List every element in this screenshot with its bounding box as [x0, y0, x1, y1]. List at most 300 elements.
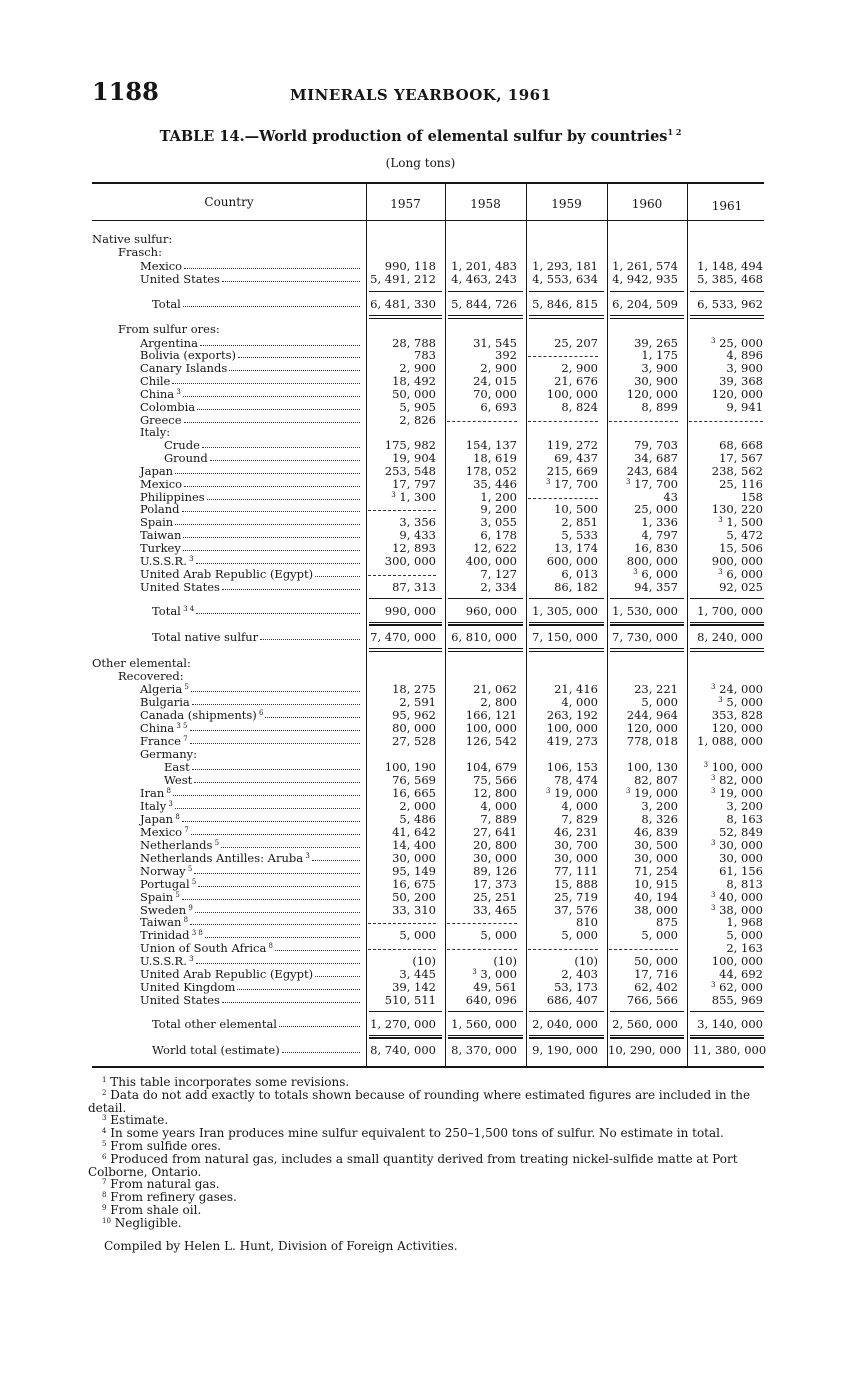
value-text: 6, 533, 962: [697, 297, 763, 311]
empty-cell-dash: [528, 498, 598, 499]
row-label-text: Mexico: [140, 477, 183, 491]
row-label-ref: 3: [186, 555, 194, 563]
row-label-text: Total native sulfur: [152, 630, 259, 644]
value-cell: [366, 1018, 436, 1031]
value-cell: [447, 994, 517, 1007]
value-ref: 3: [710, 774, 716, 782]
total-rule-above: [529, 624, 604, 625]
value-text: 9, 190, 000: [532, 1043, 598, 1057]
value-text: 30, 000: [719, 838, 763, 852]
empty-cell-dash: [528, 356, 598, 357]
total-rule-below: [610, 625, 684, 626]
value-text: 6, 178: [480, 528, 517, 542]
footnote-ref: 4: [102, 1127, 107, 1136]
value-cell: [693, 401, 763, 414]
row-label-text: Algeria: [140, 682, 183, 696]
row-label: [118, 323, 220, 336]
value-ref: 3: [710, 787, 716, 795]
row-label: [164, 774, 192, 787]
value-text: (10): [412, 954, 436, 968]
value-cell: [528, 581, 598, 594]
value-ref: 3: [545, 478, 551, 486]
value-text: 800, 000: [626, 554, 678, 568]
value-text: 39, 265: [634, 336, 678, 350]
leader-dots: [210, 460, 360, 461]
value-text: 82, 807: [634, 773, 678, 787]
value-cell: [528, 994, 598, 1007]
value-text: 38, 000: [719, 903, 763, 917]
leader-dots: [198, 886, 360, 887]
value-text: 120, 000: [711, 721, 763, 735]
value-ref: 3: [710, 683, 716, 691]
total-rule-above: [690, 291, 764, 292]
value-text: 13, 174: [554, 541, 598, 555]
value-text: 1, 261, 574: [612, 259, 678, 273]
value-cell: [528, 631, 598, 644]
footnote: [88, 1217, 768, 1230]
footnote-text: From sulfide ores.: [106, 1138, 222, 1153]
row-label-text: Norway: [140, 864, 186, 878]
row-label-ref: 3: [174, 388, 181, 396]
empty-cell-dash: [368, 923, 436, 924]
total-rule-below: [610, 1035, 684, 1036]
row-label-ref: 3: [186, 955, 194, 963]
row-label-text: Iran: [140, 786, 165, 800]
row-label-text: United States: [140, 272, 220, 286]
row-label-text: United States: [140, 993, 220, 1007]
value-text: 17, 700: [554, 477, 598, 491]
leader-dots: [182, 511, 361, 512]
row-label-text: East: [164, 760, 190, 774]
value-text: 215, 669: [546, 464, 598, 478]
empty-cell-dash: [609, 421, 678, 422]
total-rule-below: [690, 1035, 764, 1036]
col-header-1959: 1959: [551, 197, 582, 211]
total-rule-below: [690, 625, 764, 626]
value-cell: [366, 994, 436, 1007]
row-label-ref: 3 8: [189, 929, 203, 937]
value-text: 95, 149: [392, 864, 436, 878]
value-cell: [528, 401, 598, 414]
value-text: 12, 800: [473, 786, 517, 800]
value-text: 783: [414, 348, 436, 362]
total-rule-below: [369, 1038, 442, 1039]
footnote-ref: 6: [102, 1152, 107, 1161]
value-ref: 3: [710, 839, 716, 847]
page-number: 1188: [92, 77, 159, 106]
total-rule-above: [690, 1011, 764, 1012]
value-cell: [608, 631, 678, 644]
value-text: 17, 716: [634, 967, 678, 981]
value-text: 6, 810, 000: [451, 630, 517, 644]
empty-cell-dash: [528, 421, 598, 422]
total-rule-above: [529, 1011, 604, 1012]
total-rule-below: [369, 648, 442, 649]
footnote-text: Negligible.: [110, 1215, 182, 1230]
row-label-text: France: [140, 734, 181, 748]
value-cell: [366, 273, 436, 286]
leader-dots: [229, 370, 360, 371]
value-text: 76, 569: [392, 773, 436, 787]
value-cell: [693, 735, 763, 748]
value-text: 3, 140, 000: [697, 1017, 763, 1031]
value-cell: [693, 631, 763, 644]
leader-dots: [175, 808, 360, 809]
row-label-text: Union of South Africa: [140, 941, 267, 955]
leader-dots: [196, 613, 360, 614]
row-label: [140, 581, 220, 594]
total-rule-below: [529, 1038, 604, 1039]
leader-dots: [192, 769, 360, 770]
leader-dots: [183, 396, 360, 397]
leader-dots: [172, 383, 360, 384]
value-text: 11, 380, 000: [693, 1043, 767, 1057]
value-text: 68, 668: [719, 438, 763, 452]
value-text: 82, 000: [719, 773, 763, 787]
value-text: 8, 163: [726, 812, 763, 826]
value-text: 15, 888: [554, 877, 598, 891]
leader-dots: [279, 1026, 360, 1027]
row-label-text: West: [164, 773, 193, 787]
table-row: [92, 1018, 772, 1031]
row-label-ref: 7: [182, 826, 189, 834]
value-text: 3, 055: [480, 515, 517, 529]
value-ref: 3: [472, 968, 477, 976]
total-rule-below: [369, 651, 442, 652]
value-text: 8, 370, 000: [451, 1043, 517, 1057]
row-label-ref: 5: [189, 878, 197, 886]
value-cell: [366, 631, 436, 644]
footnote-ref: 8: [102, 1191, 107, 1200]
row-label-ref: 8: [164, 787, 171, 795]
row-label-ref: 3 5: [174, 722, 188, 730]
total-rule-below: [529, 648, 604, 649]
value-text: 3, 900: [641, 361, 678, 375]
leader-dots: [275, 950, 360, 951]
value-text: 766, 566: [626, 993, 678, 1007]
total-rule-above: [448, 1037, 523, 1038]
value-text: 104, 679: [465, 760, 517, 774]
total-rule-below: [529, 1035, 604, 1036]
leader-dots: [191, 834, 360, 835]
row-label-text: Total other elemental: [152, 1017, 277, 1031]
row-label-text: U.S.S.R.: [140, 954, 187, 968]
value-text: 5, 000: [726, 695, 763, 709]
value-text: 10, 500: [554, 502, 598, 516]
value-text: 20, 800: [473, 838, 517, 852]
total-rule-above: [690, 598, 764, 599]
total-rule-below: [690, 622, 764, 623]
table-title-text: TABLE 14.—World production of elemental sulfur by countries: [159, 127, 668, 145]
value-text: 49, 561: [473, 980, 517, 994]
value-text: 30, 900: [634, 374, 678, 388]
leader-dots: [202, 447, 360, 448]
value-text: 27, 528: [392, 734, 436, 748]
value-cell: [447, 1044, 517, 1057]
value-text: 16, 830: [634, 541, 678, 555]
value-text: 95, 962: [392, 708, 436, 722]
row-label-text: Total: [152, 604, 181, 618]
value-text: 5, 491, 212: [370, 272, 436, 286]
value-text: 243, 684: [626, 464, 678, 478]
value-text: 6, 204, 509: [612, 297, 678, 311]
row-label-text: Philippines: [140, 490, 205, 504]
col-header-country: Country: [204, 195, 254, 209]
value-text: 8, 813: [726, 877, 763, 891]
total-rule-below: [448, 1035, 523, 1036]
value-text: 18, 275: [392, 682, 436, 696]
value-text: 50, 200: [392, 890, 436, 904]
value-text: 70, 000: [473, 387, 517, 401]
leader-dots: [183, 550, 360, 551]
footnote: [88, 1153, 768, 1179]
running-head: MINERALS YEARBOOK, 1961: [290, 86, 552, 104]
value-cell: [366, 605, 436, 618]
value-text: 9, 433: [399, 528, 436, 542]
row-label-text: Sweden: [140, 903, 187, 917]
value-text: 1, 201, 483: [451, 259, 517, 273]
leader-dots: [195, 912, 360, 913]
value-text: 8, 740, 000: [370, 1043, 436, 1057]
table-title-refs: 1 2: [667, 127, 682, 137]
value-text: 100, 000: [711, 760, 763, 774]
leader-dots: [183, 306, 360, 307]
value-text: 855, 969: [711, 993, 763, 1007]
value-text: 43: [663, 490, 678, 504]
leader-dots: [200, 345, 360, 346]
value-cell: [528, 478, 598, 491]
value-text: 21, 676: [554, 374, 598, 388]
value-cell: [693, 273, 763, 286]
footnote-ref: 2: [102, 1088, 107, 1097]
value-text: 1, 560, 000: [451, 1017, 517, 1031]
row-label-text: Colombia: [140, 400, 196, 414]
value-text: 7, 730, 000: [612, 630, 678, 644]
value-text: 17, 700: [634, 477, 678, 491]
section-heading: [92, 657, 772, 670]
value-text: 30, 000: [634, 851, 678, 865]
value-text: 3, 900: [726, 361, 763, 375]
value-text: 46, 231: [554, 825, 598, 839]
row-label-ref: 5: [182, 683, 189, 691]
value-text: 40, 000: [719, 890, 763, 904]
value-ref: 3: [710, 904, 716, 912]
value-cell: [528, 735, 598, 748]
leader-dots: [175, 524, 360, 525]
value-text: 7, 127: [480, 567, 517, 581]
footnote-text: From natural gas.: [106, 1177, 220, 1192]
value-text: 16, 675: [392, 877, 436, 891]
value-text: 900, 000: [711, 554, 763, 568]
value-text: 106, 153: [546, 760, 598, 774]
footnote-text: This table incorporates some revisions.: [106, 1075, 350, 1089]
value-cell: [608, 1018, 678, 1031]
leader-dots: [197, 409, 360, 410]
row-label-text: United Kingdom: [140, 980, 236, 994]
value-text: 92, 025: [719, 580, 763, 594]
value-cell: [447, 1018, 517, 1031]
total-rule-below: [529, 318, 604, 319]
value-text: 3, 445: [399, 967, 436, 981]
total-rule-below: [369, 1035, 442, 1036]
value-ref: 3: [710, 337, 716, 345]
value-cell: [366, 735, 436, 748]
value-cell: [528, 605, 598, 618]
section-heading: [92, 323, 772, 336]
value-cell: [447, 735, 517, 748]
value-text: 2, 591: [399, 695, 436, 709]
row-label-ref: 3: [166, 800, 173, 808]
value-text: 6, 000: [641, 567, 678, 581]
row-label-ref: 5: [212, 839, 220, 847]
value-ref: 3: [718, 568, 723, 576]
leader-dots: [260, 639, 360, 640]
table-row: [92, 298, 772, 311]
footnote-text: In some years Iran produces mine sulfur equivalent to 250–1,500 tons of sulfur. No estimate in total.: [106, 1126, 724, 1141]
value-text: 25, 116: [719, 477, 763, 491]
empty-cell-dash: [609, 949, 678, 950]
value-text: 7, 470, 000: [370, 630, 436, 644]
total-rule-below: [529, 622, 604, 623]
total-rule-below: [448, 648, 523, 649]
value-text: 7, 829: [561, 812, 598, 826]
row-label-text: From sulfur ores:: [118, 322, 220, 336]
value-text: 2, 560, 000: [612, 1017, 678, 1031]
row-label-text: Netherlands Antilles: Aruba: [140, 851, 304, 865]
value-text: 686, 407: [546, 993, 598, 1007]
value-text: 6, 000: [726, 567, 763, 581]
value-text: 6, 013: [561, 567, 598, 581]
value-ref: 3: [625, 478, 631, 486]
row-label-ref: 8: [266, 942, 274, 950]
total-rule-below: [448, 625, 523, 626]
value-cell: [447, 298, 517, 311]
leader-dots: [207, 499, 360, 500]
row-label-text: United Arab Republic (Egypt): [140, 567, 314, 581]
row-label-text: Greece: [140, 413, 182, 427]
total-rule-above: [369, 1037, 442, 1038]
leader-dots: [265, 717, 360, 718]
value-text: 2, 163: [726, 941, 763, 955]
value-text: 12, 622: [473, 541, 517, 555]
row-label-text: Canary Islands: [140, 361, 228, 375]
value-text: 100, 000: [465, 721, 517, 735]
table-row: [92, 605, 772, 618]
total-rule-above: [610, 624, 684, 625]
leader-dots: [184, 268, 360, 269]
value-text: 1, 300: [399, 490, 436, 504]
value-text: 9, 200: [480, 502, 517, 516]
value-text: (10): [574, 954, 598, 968]
value-cell: [366, 929, 436, 942]
total-rule-below: [529, 315, 604, 316]
value-text: 6, 481, 330: [370, 297, 436, 311]
value-text: 100, 190: [384, 760, 436, 774]
value-text: 14, 400: [392, 838, 436, 852]
value-text: 3, 200: [641, 799, 678, 813]
value-text: 126, 542: [465, 734, 517, 748]
leader-dots: [205, 937, 360, 938]
value-text: 1, 175: [641, 348, 678, 362]
value-text: 25, 000: [634, 502, 678, 516]
footnote: [88, 1204, 768, 1217]
footnote-text: Data do not add exactly to totals shown because of rounding where estimated figures are included in the detail.: [88, 1087, 751, 1115]
total-rule-above: [369, 624, 442, 625]
value-text: 17, 373: [473, 877, 517, 891]
value-text: 5, 844, 726: [451, 297, 517, 311]
value-cell: [608, 735, 678, 748]
value-text: 990, 118: [384, 259, 436, 273]
leader-dots: [196, 563, 360, 564]
value-cell: [693, 1043, 767, 1057]
total-rule-above: [529, 598, 604, 599]
value-text: 5, 905: [399, 400, 436, 414]
table-row: [92, 1044, 772, 1057]
value-text: 5, 533: [561, 528, 598, 542]
value-text: 2, 334: [480, 580, 517, 594]
row-label-text: Trinidad: [140, 928, 190, 942]
total-rule-below: [690, 648, 764, 649]
row-label-text: Crude: [164, 438, 200, 452]
value-text: 2, 800: [480, 695, 517, 709]
empty-cell-dash: [528, 949, 598, 950]
value-cell: [608, 401, 678, 414]
value-cell: [693, 298, 763, 311]
leader-dots: [196, 963, 360, 964]
value-cell: [366, 1044, 436, 1057]
value-text: 71, 254: [634, 864, 678, 878]
footnote-ref: 3: [102, 1114, 107, 1123]
row-label-ref: 8: [173, 813, 180, 821]
value-text: 100, 000: [711, 954, 763, 968]
footnote-ref: 9: [102, 1203, 107, 1212]
value-cell: [608, 581, 678, 594]
total-rule-above: [610, 1011, 684, 1012]
table-row: [92, 273, 772, 286]
row-label-text: Netherlands: [140, 838, 213, 852]
value-cell: [608, 298, 678, 311]
footnote-text: From shale oil.: [106, 1202, 202, 1217]
value-text: 53, 173: [554, 980, 598, 994]
value-text: 2, 403: [561, 967, 598, 981]
total-rule-below: [448, 1038, 523, 1039]
value-cell: [693, 581, 763, 594]
value-text: 19, 000: [719, 786, 763, 800]
value-cell: [608, 605, 678, 618]
total-rule-above: [610, 598, 684, 599]
table-bottom-rule: [92, 1066, 764, 1068]
total-rule-below: [448, 622, 523, 623]
value-text: 1, 700, 000: [697, 604, 763, 618]
leader-dots: [312, 860, 360, 861]
total-rule-above: [529, 291, 604, 292]
value-text: 44, 692: [719, 967, 763, 981]
value-text: 17, 797: [392, 477, 436, 491]
value-text: 19, 904: [392, 451, 436, 465]
value-text: 69, 437: [554, 451, 598, 465]
total-rule-below: [610, 648, 684, 649]
empty-cell-dash: [447, 421, 517, 422]
value-text: 24, 015: [473, 374, 517, 388]
total-rule-below: [448, 315, 523, 316]
value-text: 120, 000: [626, 721, 678, 735]
value-text: 17, 567: [719, 451, 763, 465]
footnote-text: From refinery gases.: [106, 1190, 237, 1205]
total-rule-below: [610, 622, 684, 623]
row-label-text: Other elemental:: [92, 656, 191, 670]
value-text: 78, 474: [554, 773, 598, 787]
row-label-text: U.S.S.R.: [140, 554, 187, 568]
